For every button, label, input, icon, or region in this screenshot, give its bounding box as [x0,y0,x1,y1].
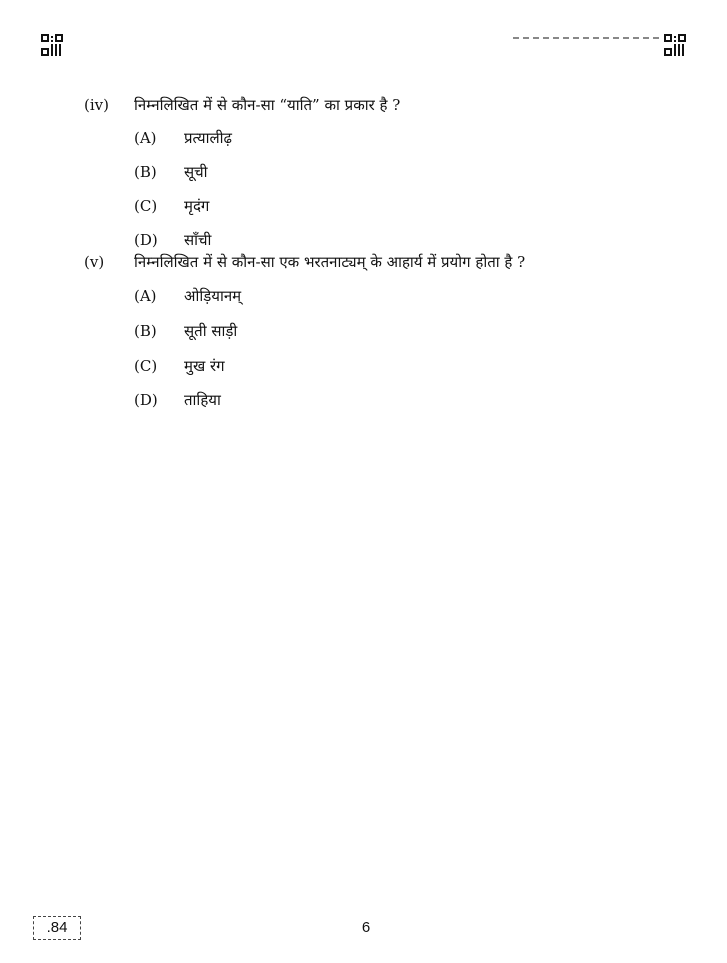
question-text: निम्नलिखित में से कौन-सा एक भरतनाट्यम् के आहार्य में प्रयोग होता है ? [134,253,526,271]
question-number: (v) [84,253,105,271]
qr-code-icon [41,34,63,56]
option-text: मृदंग [184,197,210,215]
option-b [134,321,237,341]
option-c [134,356,225,376]
option-a [134,128,232,148]
option-d [134,390,221,410]
option-d [134,230,211,250]
option-key: (D) [134,391,158,409]
option-text: मुख रंग [184,357,225,375]
option-text: सूती साड़ी [184,322,238,340]
option-text: ओड़ियानम् [184,287,242,305]
dashed-divider [513,37,659,39]
option-key: (C) [134,357,158,375]
question-text: निम्नलिखित में से कौन-सा “याति” का प्रकार है ? [134,96,401,114]
option-c [134,196,209,216]
option-text: साँची [184,231,212,249]
question-number: (iv) [84,96,109,114]
option-a [134,286,241,306]
option-text: ताहिया [184,391,221,409]
option-key: (D) [134,231,158,249]
option-key: (A) [134,287,157,305]
option-key: (B) [134,322,157,340]
qr-code-icon [664,34,686,56]
option-b [134,162,208,182]
option-key: (A) [134,129,157,147]
option-text: प्रत्यालीढ़ [184,129,232,147]
page-number: 6 [361,919,371,936]
option-text: सूची [184,163,208,181]
option-key: (C) [134,197,158,215]
option-key: (B) [134,163,157,181]
paper-code: .84 [33,916,81,940]
